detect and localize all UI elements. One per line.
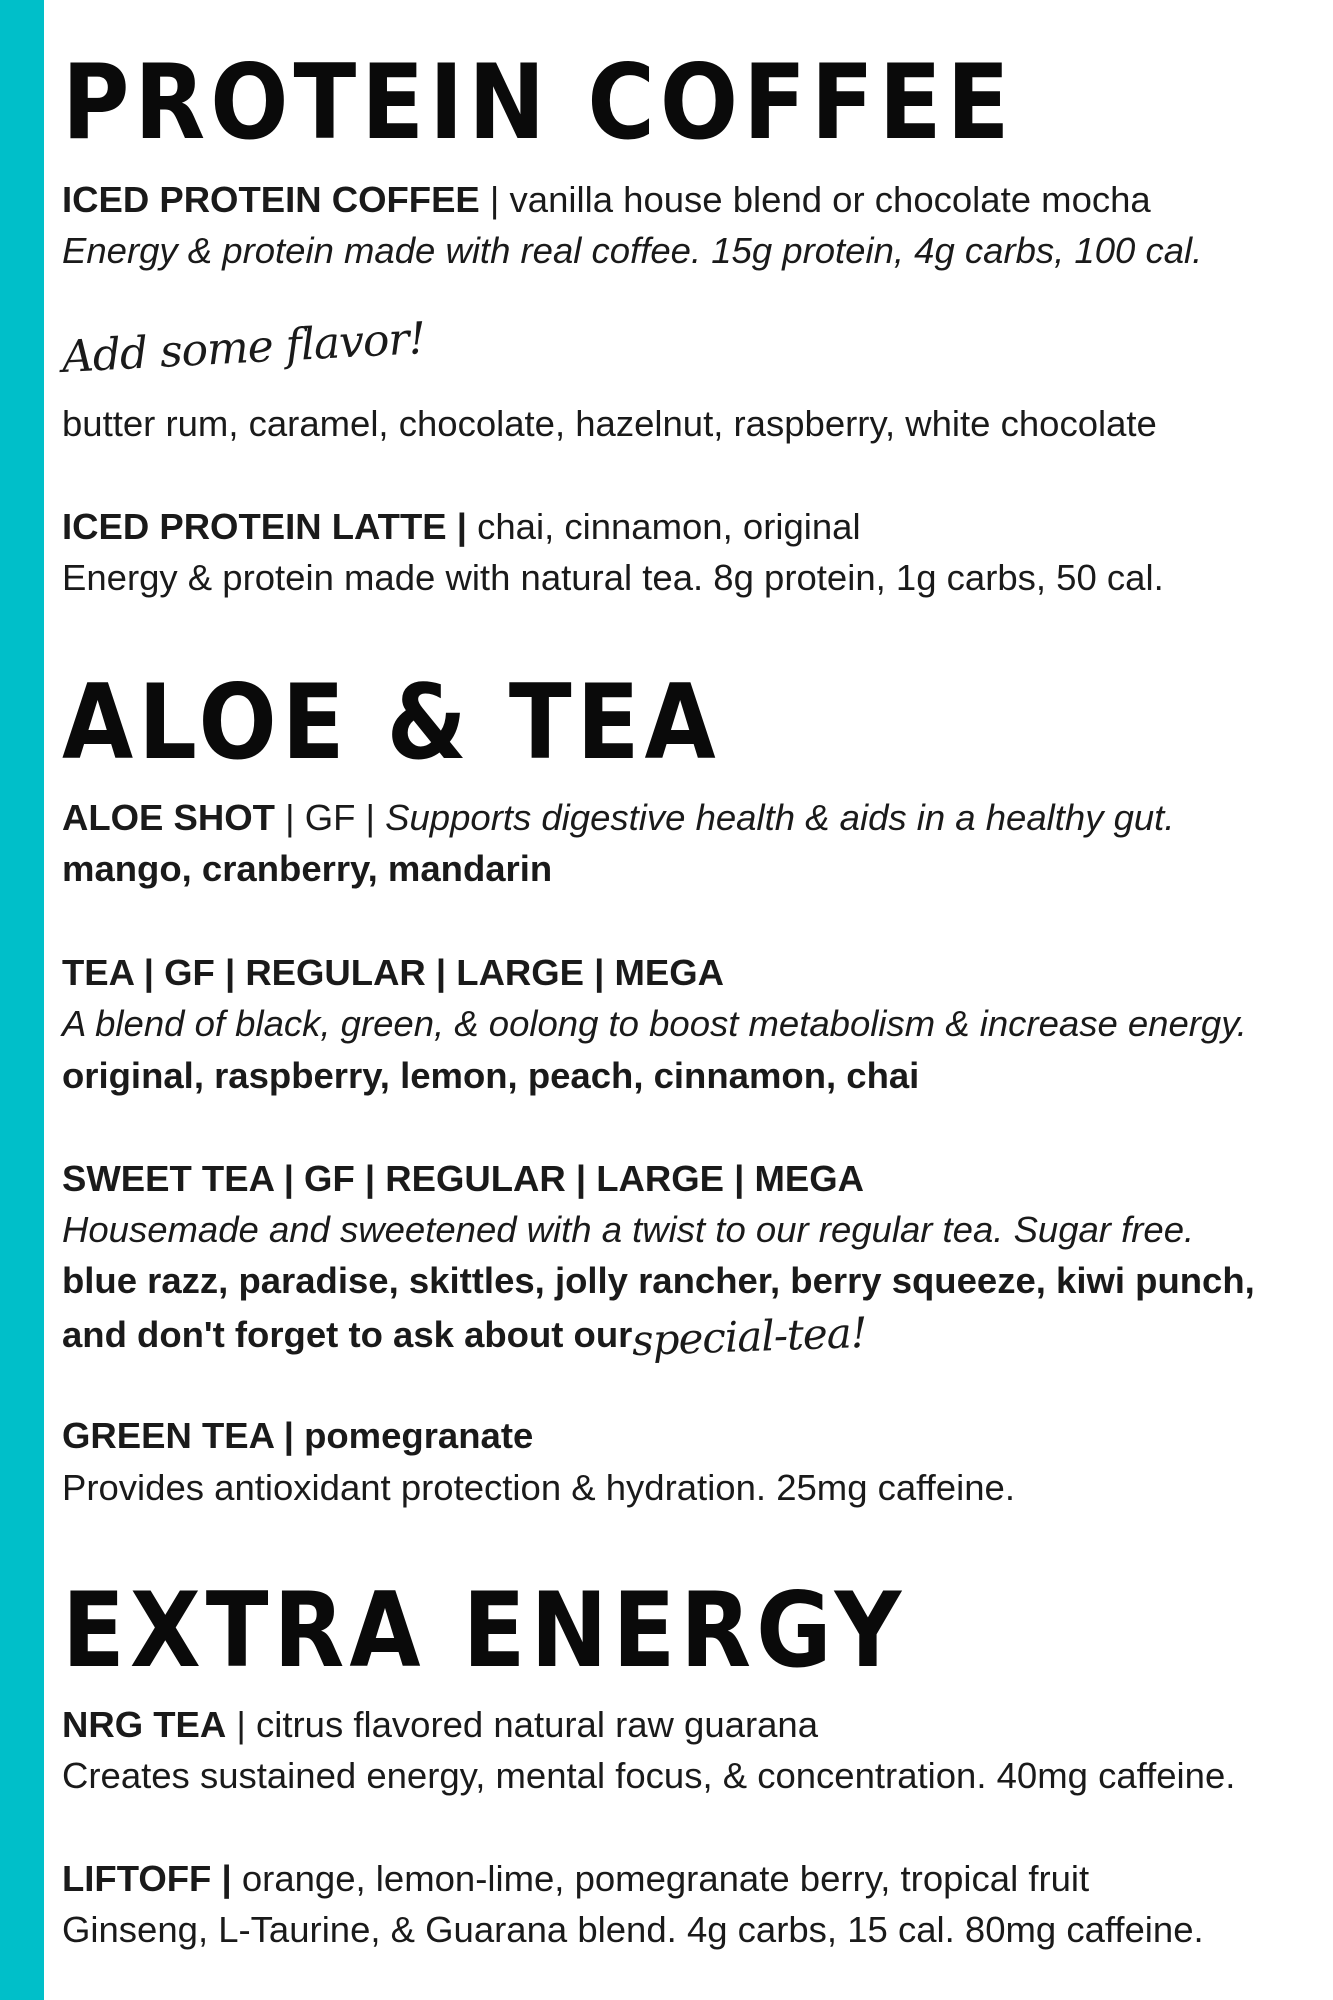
item-tags: | GF | bbox=[274, 797, 386, 838]
add-flavor-script: Add some flavor! bbox=[60, 313, 427, 383]
section-heading-extra-energy: EXTRA ENERGY bbox=[62, 1571, 907, 1691]
sweet-tea-title: SWEET TEA | GF | REGULAR | LARGE | MEGA bbox=[62, 1158, 864, 1199]
liftoff-description: Ginseng, L-Taurine, & Guarana blend. 4g carbs, 15 cal. 80mg caffeine. bbox=[62, 1909, 1204, 1950]
sweet-tea-flavors: blue razz, paradise, skittles, jolly rancher, berry squeeze, kiwi punch, bbox=[62, 1260, 1255, 1301]
separator: | bbox=[226, 1704, 257, 1745]
item-flavors: vanilla house blend or chocolate mocha bbox=[509, 179, 1151, 220]
add-flavor-list: butter rum, caramel, chocolate, hazelnut, raspberry, white chocolate bbox=[62, 403, 1157, 444]
item-name: NRG TEA bbox=[62, 1704, 227, 1745]
add-flavor-label bbox=[60, 313, 427, 383]
iced-protein-latte-description: Energy & protein made with natural tea. 8g protein, 1g carbs, 50 cal. bbox=[62, 557, 1164, 598]
nrg-tea-description: Creates sustained energy, mental focus, & concentration. 40mg caffeine. bbox=[62, 1755, 1236, 1796]
item-name: LIFTOFF | bbox=[62, 1858, 232, 1899]
liftoff-title bbox=[62, 1857, 1089, 1901]
nrg-tea-title bbox=[62, 1703, 818, 1747]
item-flavors: citrus flavored natural raw guarana bbox=[256, 1704, 819, 1745]
separator: | bbox=[479, 179, 510, 220]
tea-title: TEA | GF | REGULAR | LARGE | MEGA bbox=[62, 952, 725, 993]
iced-protein-coffee-title bbox=[62, 178, 1151, 222]
sweet-tea-description: Housemade and sweetened with a twist to our regular tea. Sugar free. bbox=[62, 1209, 1195, 1250]
aloe-shot-title bbox=[62, 796, 1174, 840]
tea-flavors: original, raspberry, lemon, peach, cinnamon, chai bbox=[62, 1055, 920, 1096]
accent-sidebar bbox=[0, 0, 44, 2000]
item-name: ALOE SHOT bbox=[62, 797, 275, 838]
special-tea-prompt: and don't forget to ask about our bbox=[62, 1314, 633, 1355]
section-heading-protein-coffee: PROTEIN COFFEE bbox=[62, 43, 1015, 163]
tea-description: A blend of black, green, & oolong to boost metabolism & increase energy. bbox=[62, 1003, 1247, 1044]
green-tea-title: GREEN TEA | pomegranate bbox=[62, 1415, 534, 1456]
item-name: ICED PROTEIN COFFEE bbox=[62, 179, 480, 220]
aloe-shot-flavors: mango, cranberry, mandarin bbox=[62, 848, 553, 889]
special-tea-script: special-tea! bbox=[631, 1307, 868, 1366]
section-heading-aloe-tea: ALOE & TEA bbox=[62, 663, 721, 783]
item-flavors: orange, lemon-lime, pomegranate berry, tropical fruit bbox=[231, 1858, 1090, 1899]
green-tea-description: Provides antioxidant protection & hydration. 25mg caffeine. bbox=[62, 1467, 1015, 1508]
item-flavors: chai, cinnamon, original bbox=[466, 506, 861, 547]
sweet-tea-special-line bbox=[62, 1307, 868, 1366]
item-description: Supports digestive health & aids in a healthy gut. bbox=[385, 797, 1175, 838]
iced-protein-coffee-description: Energy & protein made with real coffee. 15g protein, 4g carbs, 100 cal. bbox=[62, 230, 1203, 271]
item-name: ICED PROTEIN LATTE | bbox=[62, 506, 467, 547]
iced-protein-latte-title bbox=[62, 505, 861, 549]
